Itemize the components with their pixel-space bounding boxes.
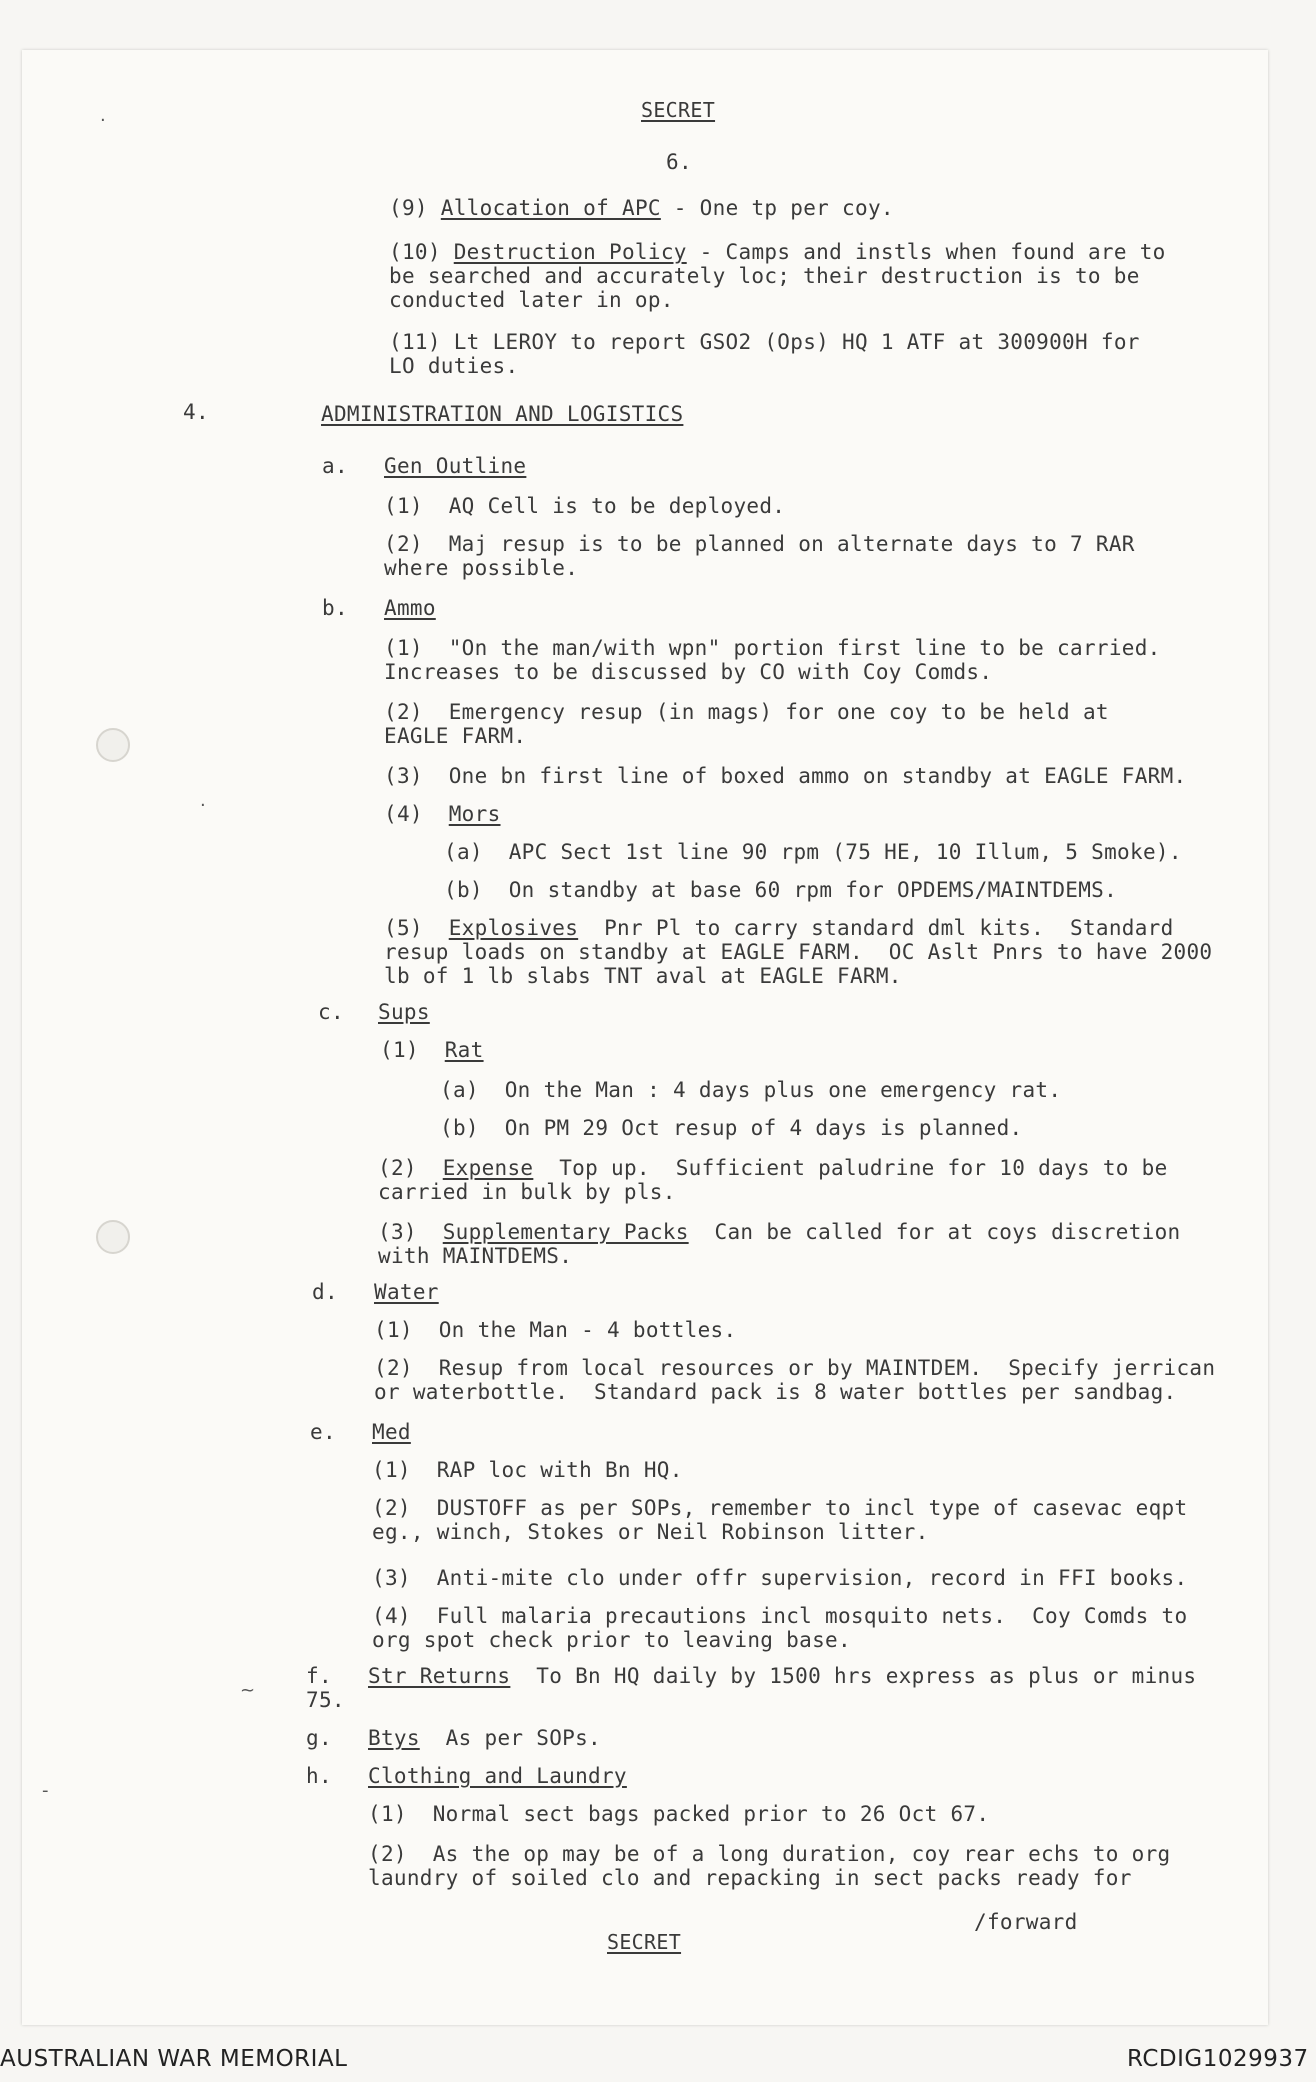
paragraph-line: (5) Explosives Pnr Pl to carry standard dml kits. Standard <box>384 916 1174 940</box>
subsection-letter: b. <box>322 596 348 620</box>
paragraph-line: Increases to be discussed by CO with Coy Comds. <box>384 660 993 684</box>
paragraph-line: eg., winch, Stokes or Neil Robinson litter. <box>372 1520 929 1544</box>
section-number: 4. <box>183 400 209 424</box>
subsection-letter: c. <box>318 1000 344 1024</box>
subsection-title: Water <box>374 1280 439 1304</box>
subsection-letter: a. <box>322 454 348 478</box>
paragraph-line: (1) "On the man/with wpn" portion first line to be carried. <box>384 636 1161 660</box>
paragraph-line: Btys As per SOPs. <box>368 1726 601 1750</box>
paragraph-line: (3) Supplementary Packs Can be called for at coys discretion <box>378 1220 1181 1244</box>
subsection-title: Clothing and Laundry <box>368 1764 627 1788</box>
paragraph-line: resup loads on standby at EAGLE FARM. OC Aslt Pnrs to have 2000 <box>384 940 1213 964</box>
paragraph-line: (a) On the Man : 4 days plus one emergency rat. <box>440 1078 1062 1102</box>
subsection-letter: f. <box>306 1664 332 1688</box>
subsection-title: Ammo <box>384 596 436 620</box>
subsection-title: Gen Outline <box>384 454 527 478</box>
paragraph-line: (b) On standby at base 60 rpm for OPDEMS/MAINTDEMS. <box>444 878 1118 902</box>
paragraph-line: (2) DUSTOFF as per SOPs, remember to incl type of casevac eqpt <box>372 1496 1188 1520</box>
classification-header: SECRET <box>641 98 716 122</box>
paragraph-line: (1) RAP loc with Bn HQ. <box>372 1458 683 1482</box>
paragraph-line: (2) Emergency resup (in mags) for one coy to be held at <box>384 700 1109 724</box>
paragraph-line: (1) Normal sect bags packed prior to 26 Oct 67. <box>368 1802 990 1826</box>
paragraph-line: carried in bulk by pls. <box>378 1180 676 1204</box>
archive-label: AUSTRALIAN WAR MEMORIAL <box>0 2046 348 2072</box>
subsection-letter: d. <box>312 1280 338 1304</box>
paragraph-line: Str Returns To Bn HQ daily by 1500 hrs express as plus or minus <box>368 1664 1197 1688</box>
archive-id: RCDIG1029937 <box>1127 2046 1309 2072</box>
paragraph-line: where possible. <box>384 556 579 580</box>
subsection-letter: h. <box>306 1764 332 1788</box>
section-title: ADMINISTRATION AND LOGISTICS <box>321 402 684 426</box>
paragraph-line: (3) One bn first line of boxed ammo on standby at EAGLE FARM. <box>384 764 1187 788</box>
paragraph-line: (2) Maj resup is to be planned on alternate days to 7 RAR <box>384 532 1135 556</box>
paragraph-line: (1) Rat <box>380 1038 484 1062</box>
paragraph-line: (2) Resup from local resources or by MAINTDEM. Specify jerrican <box>374 1356 1216 1380</box>
paragraph-line: (4) Full malaria precautions incl mosquito nets. Coy Comds to <box>372 1604 1188 1628</box>
punch-hole <box>96 1220 130 1254</box>
stray-mark: ~ <box>240 1680 256 1701</box>
paragraph-line: be searched and accurately loc; their destruction is to be <box>389 264 1140 288</box>
item-number: (10) Destruction Policy - Camps and instls when found are to <box>389 240 1166 264</box>
subsection-letter: e. <box>310 1420 336 1444</box>
paragraph-line: lb of 1 lb slabs TNT aval at EAGLE FARM. <box>384 964 902 988</box>
item-number: (9) Allocation of APC - One tp per coy. <box>389 196 894 220</box>
paragraph-line: laundry of soiled clo and repacking in sect packs ready for <box>368 1866 1132 1890</box>
stray-mark: · <box>100 110 106 131</box>
paragraph-line: with MAINTDEMS. <box>378 1244 573 1268</box>
subsection-letter: g. <box>306 1726 332 1750</box>
paragraph-line: (b) On PM 29 Oct resup of 4 days is planned. <box>440 1116 1023 1140</box>
paragraph-line: LO duties. <box>389 354 519 378</box>
paragraph-line: 75. <box>306 1688 345 1712</box>
continuation-note: /forward <box>974 1910 1078 1934</box>
punch-hole <box>96 728 130 762</box>
paragraph-line: (4) Mors <box>384 802 501 826</box>
paragraph-line: or waterbottle. Standard pack is 8 water bottles per sandbag. <box>374 1380 1177 1404</box>
stray-mark: - <box>42 1780 49 1801</box>
paragraph-line: (2) As the op may be of a long duration, coy rear echs to org <box>368 1842 1171 1866</box>
subsection-title: Sups <box>378 1000 430 1024</box>
paragraph-line: (3) Anti-mite clo under offr supervision, record in FFI books. <box>372 1566 1188 1590</box>
paragraph-line: conducted later in op. <box>389 288 674 312</box>
paragraph-line: (2) Expense Top up. Sufficient paludrine for 10 days to be <box>378 1156 1168 1180</box>
paragraph-line: (1) AQ Cell is to be deployed. <box>384 494 786 518</box>
item-number: (11) Lt LEROY to report GSO2 (Ops) HQ 1 ATF at 300900H for <box>389 330 1140 354</box>
paragraph-line: (a) APC Sect 1st line 90 rpm (75 HE, 10 Illum, 5 Smoke). <box>444 840 1182 864</box>
paragraph-line: org spot check prior to leaving base. <box>372 1628 851 1652</box>
page-number: 6. <box>666 150 692 174</box>
paragraph-line: (1) On the Man - 4 bottles. <box>374 1318 737 1342</box>
classification-footer: SECRET <box>607 1930 682 1954</box>
stray-mark: · <box>200 795 206 816</box>
paragraph-line: EAGLE FARM. <box>384 724 527 748</box>
subsection-title: Med <box>372 1420 411 1444</box>
